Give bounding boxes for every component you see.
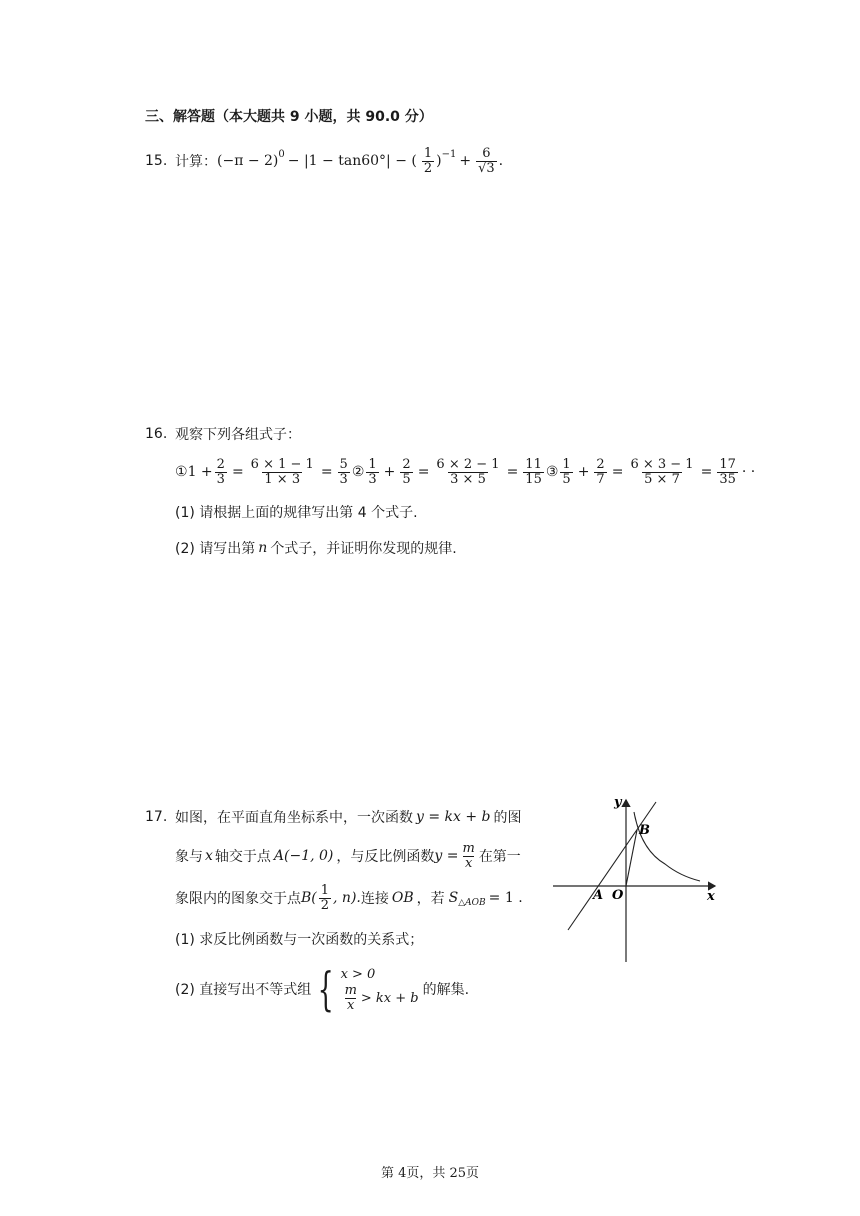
q16-part-1: (1) 请根据上面的规律写出第 4 个式子. (175, 505, 418, 521)
numerator: 6 × 3 − 1 (630, 456, 694, 472)
question-number: 17. (145, 809, 168, 825)
part-text: (2) 直接写出不等式组 (175, 982, 312, 998)
part-text: 个式子，并证明你发现的规律. (270, 541, 457, 557)
math-var: S (448, 890, 459, 906)
numerator: 1 (368, 456, 377, 472)
inequality-system (341, 966, 419, 1013)
inequality-line: x > 0 (340, 966, 376, 982)
equals-sign: = (700, 464, 713, 480)
linear-function-line (568, 802, 656, 930)
label-o: O (612, 888, 624, 903)
question-number: 16. (145, 426, 168, 442)
fraction (717, 458, 738, 487)
fraction (460, 842, 476, 871)
denominator: 7 (596, 471, 605, 487)
part-text: 的解集. (422, 982, 470, 998)
numerator: 1 (320, 882, 330, 898)
q17-line-1 (145, 807, 522, 827)
math-expr: , n). (333, 890, 361, 906)
question-text: 连接 (360, 891, 389, 907)
question-15 (145, 143, 503, 179)
label-a: A (593, 888, 604, 903)
label-x: x (707, 889, 715, 904)
fraction (628, 458, 695, 487)
subscript: △AOB (458, 898, 486, 908)
math-expr: y = (434, 848, 459, 864)
part-text: (2) 请写出第 (175, 541, 256, 557)
question-text: 象与 (175, 849, 203, 865)
numerator: 2 (402, 456, 411, 472)
numerator: 17 (719, 456, 736, 472)
numerator: m (344, 982, 357, 998)
circled-number: ③ (545, 464, 559, 480)
denominator: 2 (423, 160, 433, 176)
question-text: 的图 (493, 810, 522, 826)
question-number: 15. (145, 153, 168, 169)
q17-line-3 (175, 880, 526, 916)
section-title: 三、解答题（本大题共 9 小题，共 90.0 分） (145, 109, 433, 125)
fraction (366, 458, 378, 487)
fraction (523, 458, 544, 487)
question-text: 如图，在平面直角坐标系中，一次函数 (175, 810, 413, 826)
expr-part: ) (436, 153, 442, 169)
numerator: 5 (339, 456, 348, 472)
expr-part: 1 + (187, 464, 213, 480)
denominator: 5 (402, 471, 411, 487)
math-expr: y = kx + b (416, 809, 491, 825)
q17-line-2 (175, 838, 521, 874)
fraction (400, 458, 412, 487)
fraction (560, 458, 572, 487)
coordinate-figure (545, 790, 725, 970)
numerator: 6 × 1 − 1 (250, 456, 314, 472)
denominator: √3 (478, 160, 495, 176)
numerator: 11 (525, 456, 542, 472)
denominator: 1 × 3 (264, 471, 301, 487)
equals-sign: = (231, 464, 244, 480)
fraction (422, 147, 434, 176)
expr-part: − |1 − tan60°| − ( (287, 153, 417, 169)
fraction (343, 984, 359, 1013)
numerator: 6 × 2 − 1 (436, 456, 500, 472)
denominator: 3 × 5 (450, 471, 486, 487)
question-text: ，若 (416, 891, 445, 907)
fraction (338, 458, 350, 487)
math-var: x (205, 848, 213, 864)
label-y: y (614, 795, 622, 810)
label-b: B (639, 823, 650, 838)
denominator: x (347, 997, 355, 1013)
numerator: m (462, 840, 475, 856)
denominator: 5 × 7 (644, 471, 680, 487)
equals-sign: = (320, 464, 333, 480)
question-text: 象限内的图象交于点 (175, 891, 301, 907)
circled-number: ② (351, 464, 365, 480)
denominator: 15 (525, 471, 542, 487)
equals-sign: = (417, 464, 430, 480)
plus-sign: + (459, 153, 472, 169)
numerator: 2 (216, 456, 225, 472)
inequality-line (341, 984, 419, 1013)
numerator: 2 (596, 456, 605, 472)
math-expr: A(−1, 0) (273, 848, 334, 864)
question-lead: 计算： (175, 154, 217, 170)
exponent: 0 (278, 149, 285, 160)
math-expr: B( (301, 890, 317, 906)
denominator: 2 (320, 897, 330, 913)
q16-equations (175, 452, 755, 492)
fraction (249, 458, 316, 487)
question-intro: 观察下列各组式子： (175, 427, 301, 443)
numerator: 1 (562, 456, 571, 472)
q17-part-1: (1) 求反比例函数与一次函数的关系式； (175, 932, 424, 948)
math-expr: > kx + b (360, 990, 419, 1006)
numerator: 6 (482, 145, 491, 161)
exponent: −1 (441, 149, 457, 160)
period: . (498, 153, 504, 169)
math-var: n (258, 540, 268, 556)
question-text: 在第一 (478, 849, 521, 865)
denominator: 3 (368, 471, 377, 487)
q16-part-2 (175, 538, 457, 558)
ellipsis: · · (741, 464, 756, 480)
fraction (594, 458, 606, 487)
denominator: 3 (216, 471, 225, 487)
equals-sign: = (506, 464, 519, 480)
denominator: x (464, 855, 473, 871)
page-footer: 第 4页，共 25页 (380, 1166, 480, 1181)
fraction (319, 884, 331, 913)
question-text: 轴交于点 (214, 849, 271, 865)
denominator: 35 (719, 471, 736, 487)
denominator: 3 (339, 471, 348, 487)
denominator: 5 (562, 471, 571, 487)
math-expr: OB (391, 890, 414, 906)
expr-part: (−π − 2) (217, 153, 279, 169)
plus-sign: + (383, 464, 396, 480)
fraction (476, 147, 497, 176)
numerator: 1 (423, 145, 433, 161)
circled-number: ① (175, 464, 188, 480)
question-16 (145, 424, 301, 444)
q17-part-2 (175, 962, 469, 1016)
left-brace: { (317, 962, 334, 1016)
math-expr: = 1 . (488, 890, 523, 906)
equals-sign: = (611, 464, 624, 480)
plus-sign: + (577, 464, 590, 480)
fraction (215, 458, 227, 487)
question-text: ，与反比例函数 (336, 849, 435, 865)
fraction (434, 458, 501, 487)
